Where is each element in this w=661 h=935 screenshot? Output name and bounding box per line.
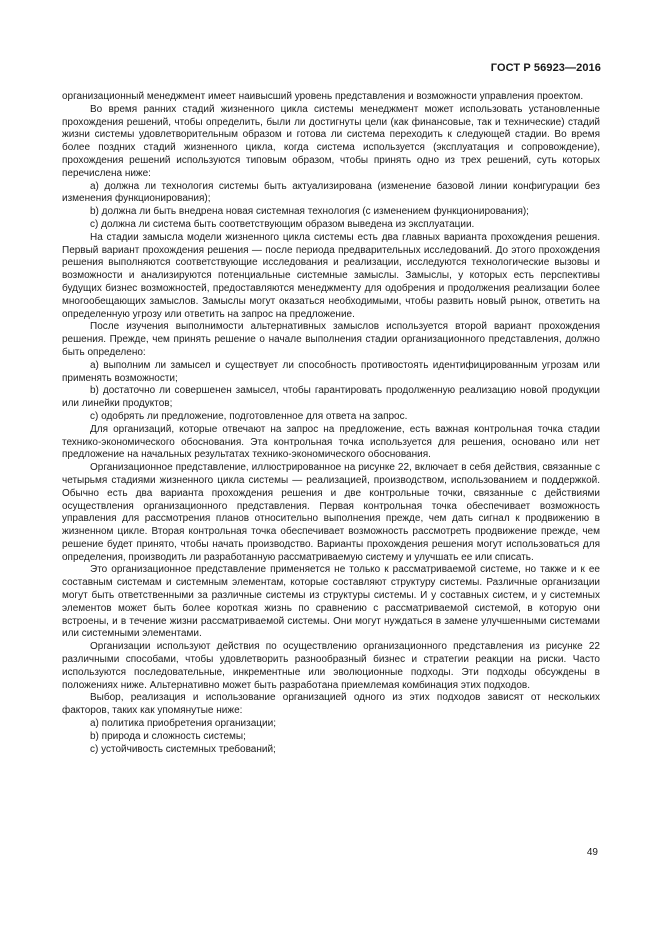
paragraph: Выбор, реализация и использование организацией одного из этих подходов зависят от нескольких факторов, таких как упомянутые ниже:: [62, 692, 600, 717]
paragraph: Во время ранних стадий жизненного цикла системы менеджмент может использовать установленные прохождения решений, чтобы определить, были ли достигнуты цели (как финансовые, так и технические) стадий жизни системы удовлетворительным образом и готова ли система переходить к следующей стадии. Во время более поздних стадий жизненного цикла, когда система используется (эксплуатация и сопровождение), прохождения решений используются типовым образом, чтобы принять одно из трех решений, суть которых перечислена ниже:: [62, 103, 600, 179]
paragraph: а) должна ли технология системы быть актуализирована (изменение базовой линии конфигурации без изменения функционирования);: [62, 180, 600, 205]
paragraph: b) природа и сложность системы;: [90, 730, 246, 742]
page-number: 49: [586, 847, 598, 858]
paragraph: а) выполним ли замысел и существует ли способность противостоять идентифицированным угрозам или применять возможности;: [62, 359, 600, 384]
paragraph: с) одобрять ли предложение, подготовленное для ответа на запрос.: [90, 410, 408, 422]
paragraph: Это организационное представление применяется не только к рассматриваемой системе, но также и к ее составным системам и системным элементам, которые составляют структуру системы. Различные организации могут быть ответственными за различные системы из структуры системы. И у составных систем, и у системных элементов может быть более короткая жизнь по сравнению с рассматриваемой системой, в которую они встроены, и в течение жизни рассматриваемой системы. Они могут нуждаться в замене улучшенными системами или системными элементами.: [62, 564, 600, 640]
paragraph: b) должна ли быть внедрена новая системная технология (с изменением функционирования);: [90, 206, 529, 218]
paragraph: b) достаточно ли совершенен замысел, чтобы гарантировать продолженную реализацию новой продукции или линейки продуктов;: [62, 385, 600, 410]
document-body: [62, 91, 600, 756]
paragraph: Организационное представление, иллюстрированное на рисунке 22, включает в себя действия, связанные с четырьмя стадиями жизненного цикла системы — реализацией, производством, использованием и поддержкой. Обычно есть два варианта прохождения решения и две контрольные точки, связанные с действиями осуществления организационного представления. Первая контрольная точка обеспечивает возможность управления для рассмотрения планов относительно выполнения прежде, чем дать сигнал к продвижению в жизненном цикле. Вторая контрольная точка обеспечивает возможность рассмотреть продвижение прежде, чем решение будет принято, чтобы начать производство. Варианты прохождения решения могут использоваться для определения, производить ли разработанную рассматриваемую систему и улучшать ее или списать.: [62, 462, 600, 563]
paragraph: с) устойчивость системных требований;: [90, 743, 276, 755]
paragraph: Организации используют действия по осуществлению организационного представления из рисунке 22 различными способами, чтобы удовлетворить разнообразный бизнес и стратегии реакции на риски. Часто используются последовательные, инкрементные или эволюционные подходы. Эти подходы обсуждены в положениях ниже. Альтернативно может быть разработана приемлемая комбинация этих подходов.: [62, 641, 600, 691]
paragraph: с) должна ли система быть соответствующим образом выведена из эксплуатации.: [90, 218, 475, 230]
document-header: ГОСТ Р 56923—2016: [490, 62, 601, 74]
paragraph: После изучения выполнимости альтернативных замыслов используется второй вариант прохождения решения. Прежде, чем принять решение о начале выполнения стадии организационного представления, должно быть определено:: [62, 321, 600, 358]
paragraph: а) политика приобретения организации;: [90, 718, 276, 730]
paragraph: организационный менеджмент имеет наивысший уровень представления и возможности управления проектом.: [62, 91, 584, 102]
paragraph: На стадии замысла модели жизненного цикла системы есть два главных варианта прохождения решения. Первый вариант прохождения решения — после периода предварительных исследований. До этого прохождения решения выполняются соответствующие исследования и реализации, исследуются технологические вызовы и возможности и анализируются потенциальные системные замыслы. Замыслы, у которых есть перспективы будущих бизнес возможностей, предоставляются менеджменту для одобрения и продолжения реализации более многообещающих замыслов. Замыслы могут оказаться необходимыми, чтобы развить новый рынок, ответить на определенную угрозу или ответить на запрос на предложение.: [62, 231, 600, 320]
paragraph: Для организаций, которые отвечают на запрос на предложение, есть важная контрольная точка стадии технико-экономического обоснования. Эта контрольная точка используется для решения, основано или нет предложение на начальных результатах технико-экономического обоснования.: [62, 423, 600, 461]
